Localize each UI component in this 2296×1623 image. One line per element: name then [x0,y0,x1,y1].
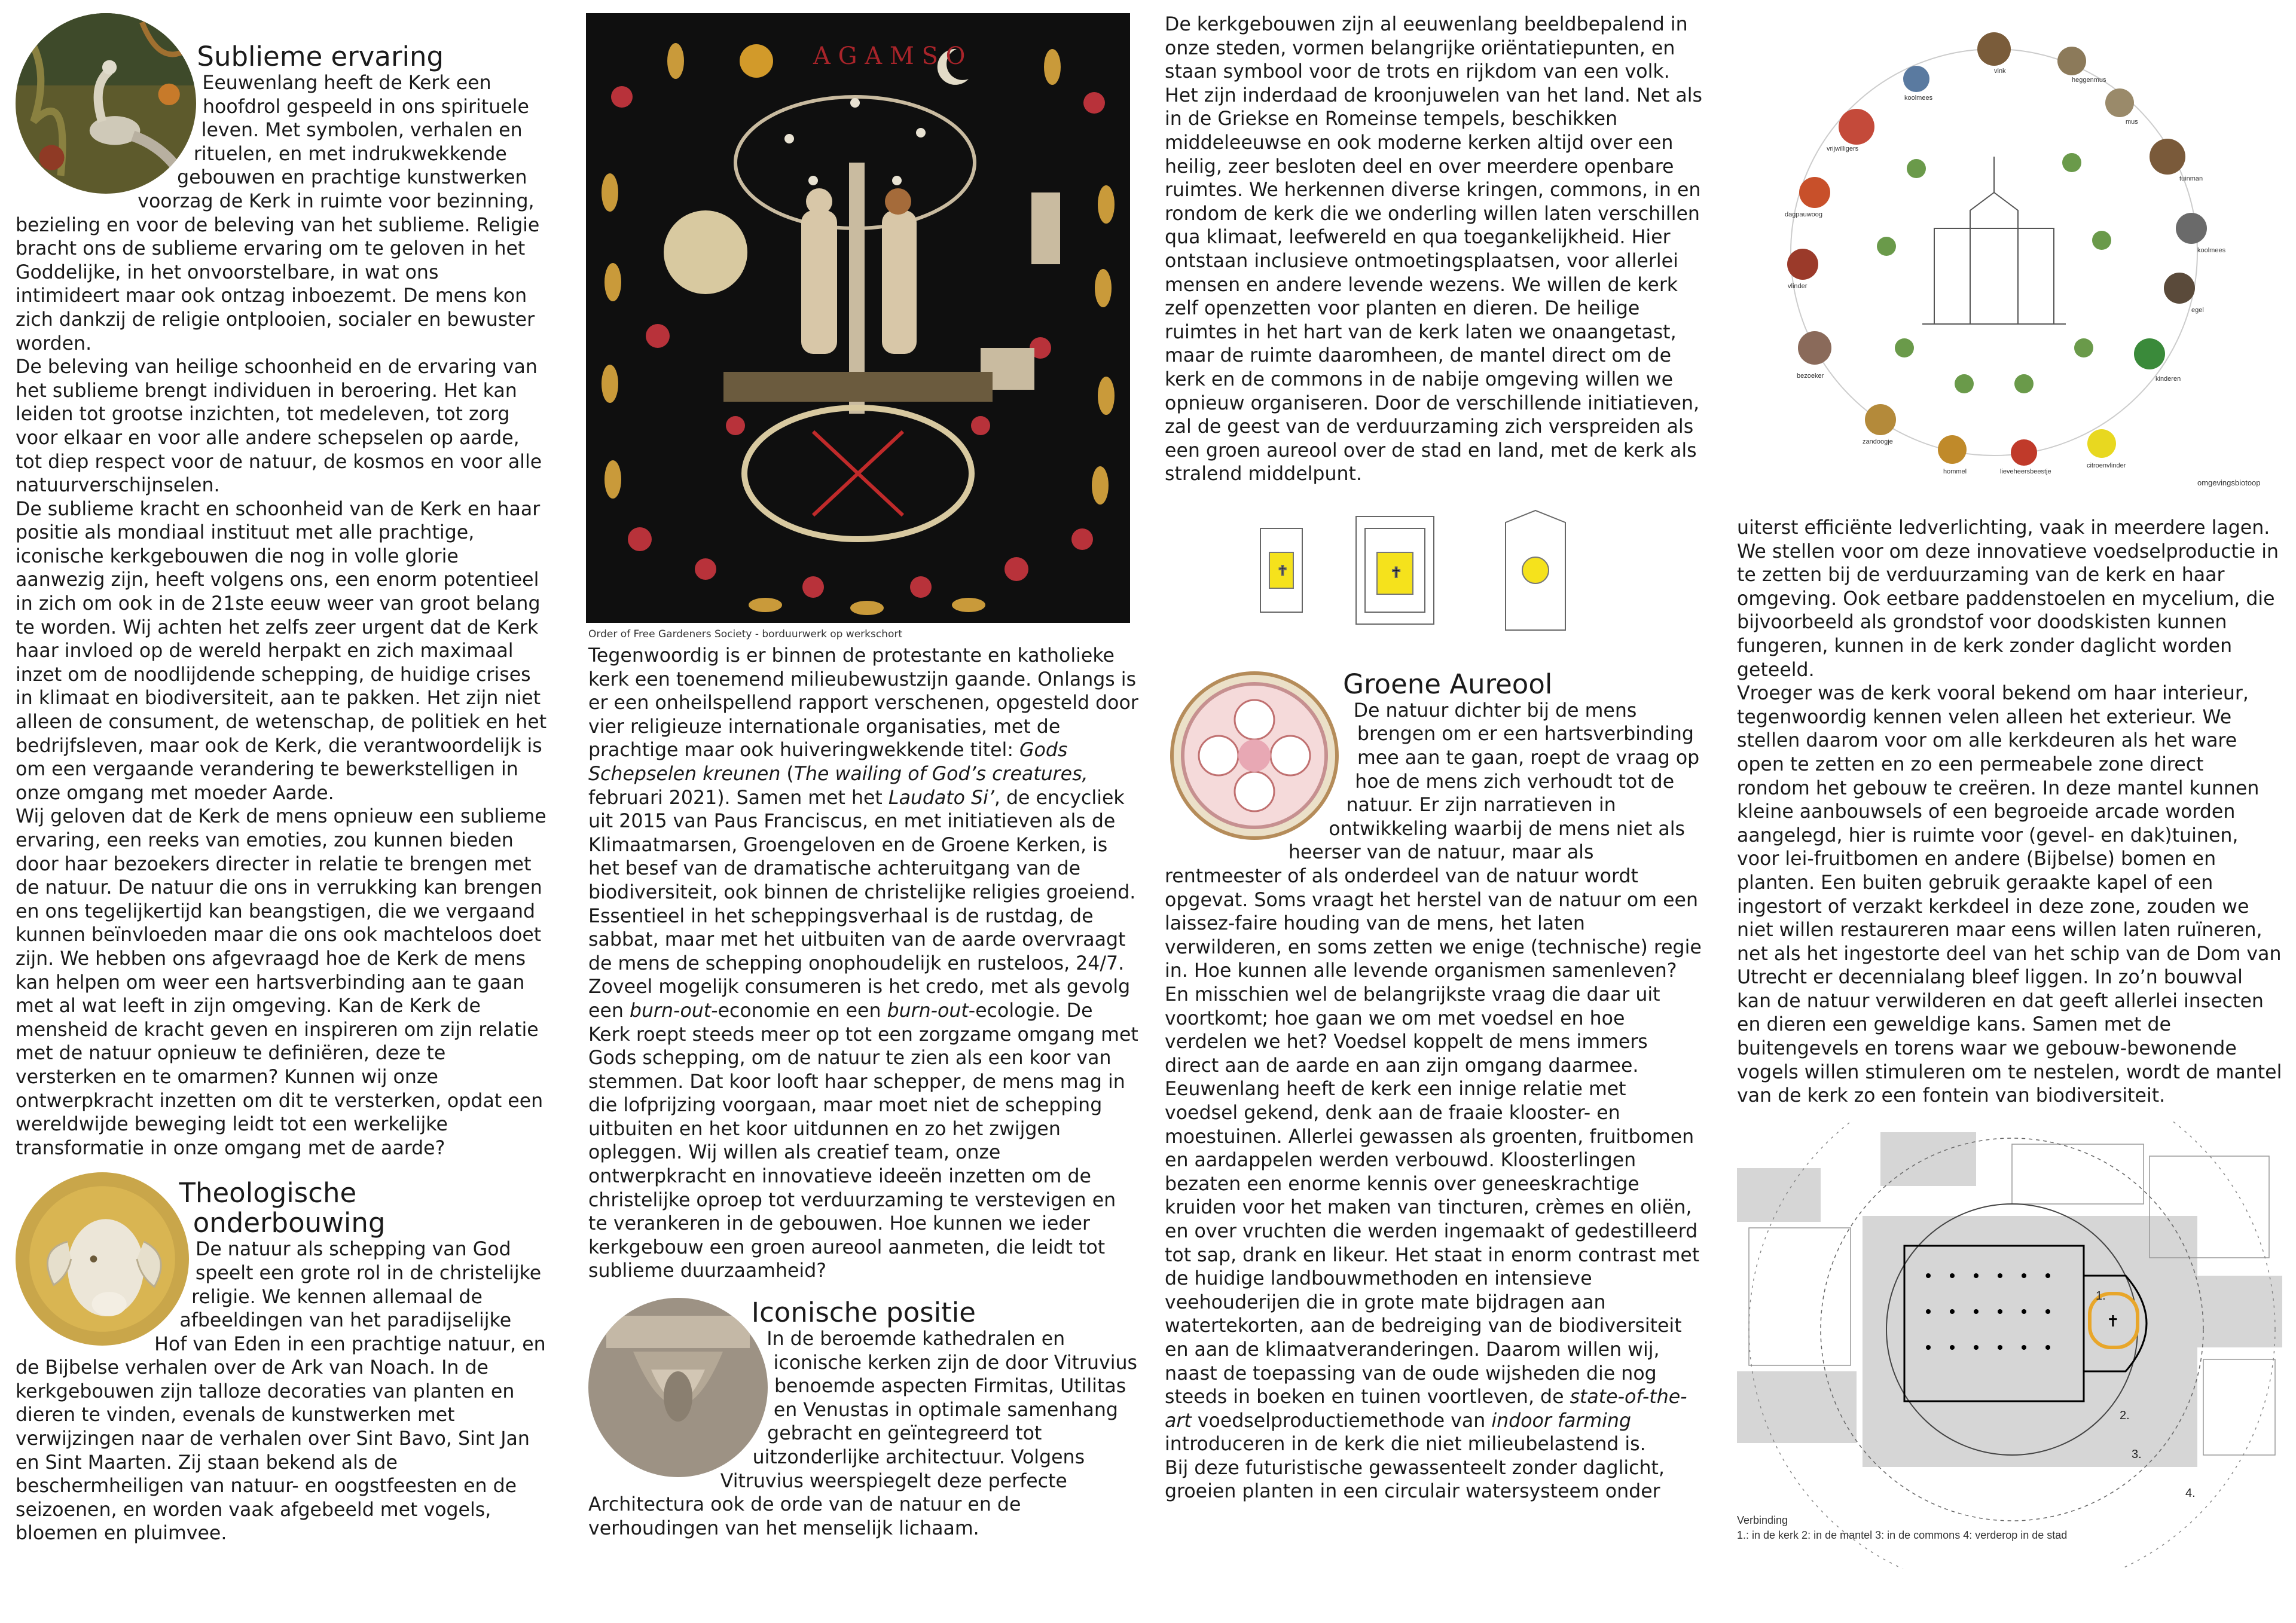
capital-ornament-image [588,1298,768,1477]
paragraph: De beleving van heilige schoonheid en de ervaring van het sublieme brengt individuen in beroering. Het kan leiden tot grootse inzichten, tot medeleven, tot zorg voor elkaar en voor alle andere schepselen op aarde, tot diep respect voor de natuur, de kosmos en voor alle natuurverschijnselen. [16,356,542,497]
stone-capital-icon [588,1298,768,1477]
plan-num-1: 1. [2096,1289,2106,1303]
heading-sublieme: Sublieme ervaring [197,41,444,72]
peacock-icon [16,13,196,194]
svg-text:✝: ✝ [1277,563,1289,579]
column-2 [588,13,1138,1541]
paragraph: In de beroemde kathedralen en iconische kerken zijn de door Vitruvius benoemde aspecten Firmitas, Utilitas en Venustas in optimale samenhang gebracht en geïntegreerd tot uitzonderlijke architectuur. Volgens Vitruvius weerspiegelt deze perfecte Architectura ook de orde van de natuur en de verhoudingen van het menselijk lichaam. [588,1328,1137,1539]
paragraph: De sublieme kracht en schoonheid van de Kerk en haar positie als mondiaal instituut met alle prachtige, iconische kerkgebouwen die nog in volle glorie aanwezig zijn, heeft volgens ons, een enorm potentieel in zich om ook in de 21ste eeuw weer van groot belang te worden. Wij achten het zelfs zeer urgent dat de Kerk haar invloed op de wereld herpakt en zich maximaal inzet om de noodlijdende schepping, de huidige crises in klimaat en biodiversiteit, aan te pakken. Het zijn niet alleen de consument, de wetenschap, de politiek en het bedrijfsleven, maar ook de Kerk, die verantwoordelijk is om een vergaande verandering te bewerkstelligen in onze omgang met moeder Aarde. [16,498,547,804]
label-tuinman: tuinman [2179,175,2203,182]
label-vink: vink [1994,68,2006,75]
label-koolmees-2: koolmees [2197,247,2226,254]
column-1 [16,13,548,1546]
svg-text:✝: ✝ [1390,564,1403,581]
label-bezoeker: bezoeker [1797,372,1824,380]
embroidery-garden-of-eden-icon [586,13,1130,623]
plan-num-4: 4. [2185,1486,2196,1500]
label-mus: mus [2126,118,2138,126]
label-kinderen: kinderen [2155,375,2181,383]
embroidery-caption: Order of Free Gardeners Society - borduurwerk op werkschort [588,628,903,640]
embroidery-letters: A G A M S O [813,42,966,70]
label-dagpauwoog: dagpauwoog [1785,211,1823,218]
plan-num-2: 2. [2120,1408,2130,1422]
diagram-title: omgevingsbiotoop [2197,478,2261,487]
rose-window-icon [1165,666,1344,845]
rose-window-image [1165,666,1344,845]
paragraph: Tegenwoordig is er binnen de protestante en katholieke kerk een toenemend milieubewustzijn gaande. Onlangs is er een onheilspellend rapport verschenen, opgesteld door vier religieuze internationale organisaties, met de prachtige maar ook huiveringwekkende titel: Gods Schepselen kreunen (The wailing of God’s creatures, februari 2021). Samen met het Laudato Si’, de encycliek uit 2015 van Paus Franciscus, en met initiatieven als de Klimaatmarsen, Groengeloven en de Groene Kerken, is het besef van de dramatische achteruitgang van de biodiversiteit, ook binnen de christelijke religies groeiend. Essentieel in het scheppingsverhaal is de rustdag, de sabbat, maar met het uitbuiten van de aarde overvraagt de mens de schepping onophoudelijk en rusteloos, 24/7. Zoveel mogelijk consumeren is het credo, met als gevolg een burn-out-economie en een burn-out-ecologie. De Kerk roept steeds meer op tot een zorgzame omgang met Gods schepping, om de natuur te zien als een koor van stemmen. Dat koor looft haar schepper, de mens mag in die lofprijzing voorgaan, maar moet niet de schepping uitbuiten en het koor uitdunnen en zo het zwijgen opleggen. Wij willen als creatief team, onze ontwerpkracht en innovatieve ideeën inzetten om de christelijke oproep tot verduurzaming te verstevigen en te verankeren in de gebouwen. Hoe kunnen we ieder kerkgebouw een groen aureool aanmeten, die leidt tot sublieme duurzaamheid? [588,645,1138,1282]
church-site-plan-icon [1737,1120,2282,1569]
biotope-diagram [1737,13,2282,503]
label-hommel: hommel [1943,468,1967,475]
church-plan-sketches-icon [1165,505,1703,654]
paragraph: Eeuwenlang heeft de kerk een innige relatie met voedsel gekend, denk aan de fraaie klooster- en moestuinen. Allerlei gewassen als groenten, fruitbomen en aardappelen werden verbouwd. Kloosterlingen bezaten een enorme kennis over geneeskrachtige kruiden voor het maken van tincturen, crèmes en oliën, en over vruchten die werden ingemaakt of gedestilleerd tot sap, drank en likeur. Het staat in enorm contrast met de huidige landbouwmethoden en intensieve veehouderijen die in grote mate bijdragen aan watertekorten, aan de bedreiging van de biodiversiteit en aan de klimaatveranderingen. Daarom willen wij, naast de toepassing van de oude wijsheden die nog steeds in boeken en tuinen voortleven, de state-of-the-art voedselproductiemethode van indoor farming introduceren in de kerk die niet milieubelastend is. [1165,1078,1700,1456]
paragraph: De kerkgebouwen zijn al eeuwenlang beeldbepalend in onze steden, vormen belangrijke oriëntatiepunten, en staan symbool voor de trots en rijkdom van een volk. Het zijn inderdaad de kroonjuwelen van het land. Net als in de Griekse en Romeinse tempels, beschikken middeleeuwse en ook moderne kerken altijd over een heilig, zeer besloten deel en over meerdere openbare ruimtes. We herkennen diverse kringen, commons, in en rondom de kerk die we onderling willen laten verschillen qua klimaat, leefwereld en qua toegankelijkheid. Hier ontstaan inclusieve ontmoetingsplaatsen, voor allerlei mensen en andere levende wezens. We willen de kerk zelf openzetten voor planten en dieren. De heilige ruimtes in het hart van de kerk laten we onaangetast, maar de ruimte daaromheen, de mantel direct om de kerk en de commons in de nabije omgeving willen we opnieuw organiseren. Door de verschillende initiatieven, zal de geest van de verduurzaming zich verspreiden als een groen aureool over de stad en land, met de kerk als stralend middelpunt. [1165,14,1703,485]
plan-caption: 1.: in de kerk 2: in de mantel 3: in de commons 4: verderop in de stad [1737,1529,2068,1541]
paragraph: Eeuwenlang heeft de Kerk een hoofdrol gespeeld in ons spirituele leven. Met symbolen, verhalen en rituelen, en met indrukwekkende gebouwen en prachtige kunstwerken voorzag de Kerk in ruimte voor bezinning, bezieling en voor de beleving van het sublieme. Religie bracht ons de sublieme ervaring om te geloven in het Goddelijke, in het onvoorstelbare, in wat ons intimideert maar ook ontzag inboezemt. De mens kon zich dankzij de religie ontplooien, socialer en bewuster worden. [16,72,540,354]
peacock-tapestry-image [16,13,196,194]
plan-caption-title: Verbinding [1737,1514,1788,1526]
ram-sculpture-image [16,1172,189,1346]
heading-iconische: Iconische positie [751,1297,976,1329]
column-4 [1737,13,2282,1569]
embroidery-image [586,13,1130,623]
paragraph: Vroeger was de kerk vooral bekend om haar interieur, tegenwoordig kennen velen alleen het exterieur. We stellen daarom voor om alle kerkdeuren als het ware open te zetten en zo een permeabele zone direct rondom het gebouw te creëren. In deze mantel kunnen kleine aanbouwsels of een begroeide arcade worden aangelegd, hier is ruimte voor (gevel- en dak)tuinen, voor lei-fruitbomen en andere (Bijbelse) bomen en planten. Een buiten gebruik geraakte kapel of een ingestort of verzakt kerkdeel in deze zone, zouden we niet willen restaureren maar eens willen laten ruïneren, net als het ingestorte deel van het schip van de Dom van Utrecht er decennialang bleef liggen. In zo’n bouwval kan de natuur verwilderen en dat geeft allerlei insecten en dieren een geweldige kans. Samen met de buitengevels en torens waar we gebouw-bewonende vogels willen stimuleren om te nestelen, wordt de mantel van de kerk zo een fontein van biodiversiteit. [1737,683,2282,1107]
paragraph: De natuur dichter bij de mens brengen om er een hartsverbinding mee aan te gaan, roept de vraag op hoe de mens zich verhoudt tot de natuur. Er zijn narratieven in ontwikkeling waarbij de mens niet als heerser van de natuur, maar als rentmeester of als onderdeel van de natuur wordt opgevat. Soms vraagt het herstel van de natuur om een laissez-faire houding van de mens, het laten verwilderen, en soms zetten we enige (technische) regie in. Hoe kunnen alle levende organismen samenleven? En misschien wel de belangrijkste vraag die daar uit voortkomt; hoe gaan we om met voedsel en hoe verdelen we het? Voedsel koppelt de mens immers direct aan de aarde en aan zijn omgang daarmee. [1165,699,1702,1077]
label-egel: egel [2191,307,2204,314]
label-lieveheersbeestje: lieveheersbeestje [2000,468,2051,475]
label-vrijwilligers: vrijwilligers [1827,145,1859,152]
label-heggenmus: heggenmus [2072,77,2106,84]
paragraph: De natuur als schepping van God speelt een grote rol in de christelijke religie. We kennen allemaal de afbeeldingen van het paradijselijke Hof van Eden in een prachtige natuur, en de Bijbelse verhalen over de Ark van Noach. In de kerkgebouwen zijn talloze decoraties van planten en dieren te vinden, evenals de kunstwerken met verwijzingen naar de verhalen over Sint Bavo, Sint Jan en Sint Maarten. Zij staan bekend als de beschermheiligen van natuur- en oogstfeesten en de seizoenen, en worden vaak afgebeeld met vogels, bloemen en pluimvee. [16,1239,546,1545]
label-vlinder: vlinder [1788,283,1808,290]
label-zandoogje: zandoogje [1863,438,1893,445]
heading-groene-aureool: Groene Aureool [1343,668,1553,700]
label-koolmees: koolmees [1904,94,1933,102]
site-plan [1737,1120,2282,1569]
paragraph: uiterst efficiënte ledverlichting, vaak in meerdere lagen. We stellen voor om deze innovatieve voedselproductie in te zetten bij de verduurzaming van de kerk en haar omgeving. Ook eetbare paddenstoelen en mycelium, die bijvoorbeeld als grondstof voor doodskisten kunnen fungeren, kunnen in de kerk zonder daglicht worden geteeld. [1737,517,2279,681]
heading-theologische: Theologische onderbouwing [179,1177,386,1239]
label-citroenvlinder: citroenvlinder [2087,462,2126,469]
biotope-circle-diagram-icon [1737,13,2282,503]
paragraph: Wij geloven dat de Kerk de mens opnieuw een sublieme ervaring, een reeks van emoties, zou kunnen bieden door haar bezoekers directer in relatie te brengen met de natuur. De natuur die ons in verrukking kan brengen en ons tegelijkertijd kan beangstigen, die we vergaand kunnen beïnvloeden maar die ons ook machteloos doet zijn. We hebben ons afgevraagd hoe de Kerk de mens kan helpen om weer een hartsverbinding aan te gaan met al wat leeft in zijn omgeving. Kan de Kerk de mensheid de kracht geven en inspireren om zijn relatie met de natuur opnieuw te definiëren, deze te versterken en te omarmen? Kunnen wij onze ontwerpkracht inzetten om dit te versterken, opdat een wereldwijde beweging leidt tot een werkelijke transformatie in onze omgang met de aarde? [16,806,546,1159]
column-3 [1165,13,1703,1504]
svg-text:✝: ✝ [2106,1312,2120,1331]
church-sketches [1165,505,1703,654]
paragraph: Bij deze futuristische gewassenteelt zonder daglicht, groeien planten in een circulair watersysteem onder [1165,1457,1665,1503]
ram-icon [16,1172,189,1346]
plan-num-3: 3. [2132,1447,2142,1461]
